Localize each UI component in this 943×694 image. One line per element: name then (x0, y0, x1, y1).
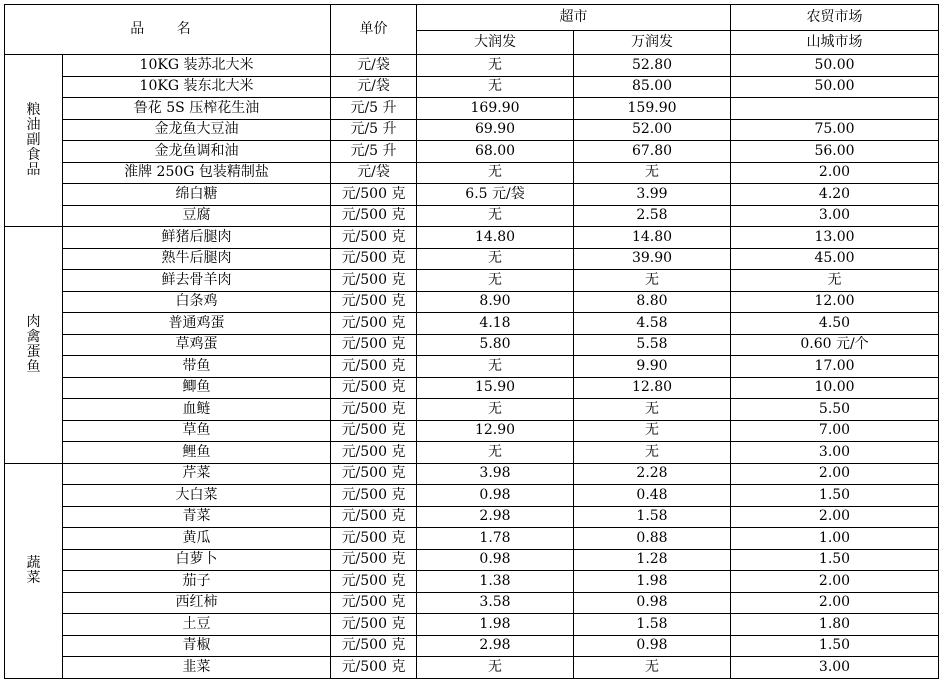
price-darunfa-cell: 4.18 (417, 313, 574, 335)
unit-cell: 元/500 克 (331, 356, 417, 378)
price-darunfa-cell: 6.5 元/袋 (417, 184, 574, 206)
table-row (5, 399, 939, 421)
price-wanrunfa-cell: 无 (574, 420, 731, 442)
table-row (5, 420, 939, 442)
price-darunfa-cell: 无 (417, 162, 574, 184)
price-shancheng-cell: 1.50 (731, 485, 939, 507)
price-darunfa-cell: 14.80 (417, 227, 574, 249)
price-shancheng-cell: 2.00 (731, 162, 939, 184)
item-name-cell: 鲜去骨羊肉 (63, 270, 331, 292)
price-shancheng-cell: 1.50 (731, 549, 939, 571)
price-shancheng-cell (731, 98, 939, 120)
header-farmers-market: 农贸市场 (731, 5, 939, 31)
table-row (5, 635, 939, 657)
price-darunfa-cell: 2.98 (417, 635, 574, 657)
header-name: 品 名 (5, 5, 331, 55)
price-wanrunfa-cell: 0.48 (574, 485, 731, 507)
item-name-cell: 黄瓜 (63, 528, 331, 550)
price-shancheng-cell: 50.00 (731, 55, 939, 77)
price-shancheng-cell: 4.20 (731, 184, 939, 206)
unit-cell: 元/500 克 (331, 291, 417, 313)
category-char: 蛋 (26, 343, 41, 360)
price-darunfa-cell: 2.98 (417, 506, 574, 528)
item-name-cell: 西红柿 (63, 592, 331, 614)
price-shancheng-cell: 1.50 (731, 635, 939, 657)
price-wanrunfa-cell: 1.58 (574, 506, 731, 528)
price-darunfa-cell: 5.80 (417, 334, 574, 356)
price-darunfa-cell: 68.00 (417, 141, 574, 163)
unit-cell: 元/5 升 (331, 141, 417, 163)
price-wanrunfa-cell: 1.98 (574, 571, 731, 593)
price-shancheng-cell: 7.00 (731, 420, 939, 442)
table-row (5, 592, 939, 614)
unit-cell: 元/500 克 (331, 657, 417, 679)
price-wanrunfa-cell: 无 (574, 399, 731, 421)
unit-cell: 元/500 克 (331, 399, 417, 421)
price-darunfa-cell: 无 (417, 399, 574, 421)
price-wanrunfa-cell: 9.90 (574, 356, 731, 378)
price-wanrunfa-cell: 67.80 (574, 141, 731, 163)
table-row (5, 270, 939, 292)
table-row (5, 356, 939, 378)
price-wanrunfa-cell: 52.00 (574, 119, 731, 141)
item-name-cell: 金龙鱼调和油 (63, 141, 331, 163)
item-name-cell: 韭菜 (63, 657, 331, 679)
unit-cell: 元/500 克 (331, 184, 417, 206)
item-name-cell: 茄子 (63, 571, 331, 593)
unit-cell: 元/500 克 (331, 248, 417, 270)
category-char: 肉 (26, 313, 41, 330)
category-char: 油 (26, 117, 41, 133)
header-unit-price: 单价 (331, 5, 417, 55)
price-shancheng-cell: 12.00 (731, 291, 939, 313)
table-row (5, 184, 939, 206)
item-name-cell: 草鱼 (63, 420, 331, 442)
price-shancheng-cell: 75.00 (731, 119, 939, 141)
item-name-cell: 芹菜 (63, 463, 331, 485)
unit-cell: 元/500 克 (331, 614, 417, 636)
price-darunfa-cell: 1.38 (417, 571, 574, 593)
category-char: 品 (26, 162, 41, 178)
price-shancheng-cell: 2.00 (731, 506, 939, 528)
price-wanrunfa-cell: 无 (574, 162, 731, 184)
table-row (5, 227, 939, 249)
price-wanrunfa-cell: 159.90 (574, 98, 731, 120)
price-wanrunfa-cell: 14.80 (574, 227, 731, 249)
unit-cell: 元/5 升 (331, 119, 417, 141)
price-wanrunfa-cell: 0.98 (574, 592, 731, 614)
price-shancheng-cell: 无 (731, 270, 939, 292)
unit-cell: 元/500 克 (331, 270, 417, 292)
table-row (5, 313, 939, 335)
item-name-cell: 草鸡蛋 (63, 334, 331, 356)
table-row (5, 506, 939, 528)
price-shancheng-cell: 3.00 (731, 442, 939, 464)
table-row (5, 162, 939, 184)
unit-cell: 元/500 克 (331, 420, 417, 442)
category-char: 菜 (26, 569, 41, 586)
item-name-cell: 熟牛后腿肉 (63, 248, 331, 270)
item-name-cell: 10KG 装东北大米 (63, 76, 331, 98)
price-darunfa-cell: 169.90 (417, 98, 574, 120)
price-wanrunfa-cell: 12.80 (574, 377, 731, 399)
item-name-cell: 带鱼 (63, 356, 331, 378)
price-darunfa-cell: 无 (417, 270, 574, 292)
price-shancheng-cell: 17.00 (731, 356, 939, 378)
item-name-cell: 绵白糖 (63, 184, 331, 206)
price-shancheng-cell: 56.00 (731, 141, 939, 163)
price-shancheng-cell: 1.80 (731, 614, 939, 636)
price-wanrunfa-cell: 1.28 (574, 549, 731, 571)
price-darunfa-cell: 无 (417, 55, 574, 77)
price-wanrunfa-cell: 5.58 (574, 334, 731, 356)
price-shancheng-cell: 3.00 (731, 657, 939, 679)
table-row (5, 549, 939, 571)
item-name-cell: 淮牌 250G 包装精制盐 (63, 162, 331, 184)
price-shancheng-cell: 4.50 (731, 313, 939, 335)
item-name-cell: 豆腐 (63, 205, 331, 227)
unit-cell: 元/500 克 (331, 377, 417, 399)
unit-cell: 元/500 克 (331, 485, 417, 507)
category-char: 食 (26, 147, 41, 163)
price-darunfa-cell: 8.90 (417, 291, 574, 313)
price-wanrunfa-cell: 0.98 (574, 635, 731, 657)
price-darunfa-cell: 3.98 (417, 463, 574, 485)
item-name-cell: 青椒 (63, 635, 331, 657)
price-wanrunfa-cell: 无 (574, 270, 731, 292)
table-row (5, 571, 939, 593)
price-darunfa-cell: 无 (417, 205, 574, 227)
header-supermarket: 超市 (417, 5, 731, 31)
price-shancheng-cell: 1.00 (731, 528, 939, 550)
unit-cell: 元/500 克 (331, 528, 417, 550)
price-wanrunfa-cell: 39.90 (574, 248, 731, 270)
price-wanrunfa-cell: 2.58 (574, 205, 731, 227)
price-wanrunfa-cell: 52.80 (574, 55, 731, 77)
table-row (5, 485, 939, 507)
header-store-shancheng: 山城市场 (731, 31, 939, 55)
table-row (5, 248, 939, 270)
item-name-cell: 白萝卜 (63, 549, 331, 571)
unit-cell: 元/袋 (331, 55, 417, 77)
table-row (5, 98, 939, 120)
price-wanrunfa-cell: 2.28 (574, 463, 731, 485)
price-shancheng-cell: 0.60 元/个 (731, 334, 939, 356)
price-darunfa-cell: 3.58 (417, 592, 574, 614)
price-darunfa-cell: 69.90 (417, 119, 574, 141)
item-name-cell: 10KG 装苏北大米 (63, 55, 331, 77)
unit-cell: 元/500 克 (331, 635, 417, 657)
table-row (5, 614, 939, 636)
price-shancheng-cell: 3.00 (731, 205, 939, 227)
price-shancheng-cell: 10.00 (731, 377, 939, 399)
unit-cell: 元/500 克 (331, 592, 417, 614)
price-wanrunfa-cell: 3.99 (574, 184, 731, 206)
table-row (5, 205, 939, 227)
price-darunfa-cell: 15.90 (417, 377, 574, 399)
item-name-cell: 鲫鱼 (63, 377, 331, 399)
price-darunfa-cell: 1.78 (417, 528, 574, 550)
item-name-cell: 金龙鱼大豆油 (63, 119, 331, 141)
unit-cell: 元/500 克 (331, 227, 417, 249)
unit-cell: 元/500 克 (331, 205, 417, 227)
price-wanrunfa-cell: 无 (574, 657, 731, 679)
table-row (5, 119, 939, 141)
header-store-wanrunfa: 万润发 (574, 31, 731, 55)
item-name-cell: 白条鸡 (63, 291, 331, 313)
item-name-cell: 鲜猪后腿肉 (63, 227, 331, 249)
category-char: 鱼 (26, 358, 41, 375)
price-darunfa-cell: 无 (417, 248, 574, 270)
table-row (5, 141, 939, 163)
price-wanrunfa-cell: 8.80 (574, 291, 731, 313)
price-wanrunfa-cell: 0.88 (574, 528, 731, 550)
price-darunfa-cell: 无 (417, 76, 574, 98)
table-row (5, 334, 939, 356)
unit-cell: 元/500 克 (331, 313, 417, 335)
category-char: 粮 (26, 102, 41, 118)
category-cell (5, 463, 63, 678)
table-row (5, 657, 939, 679)
table-row (5, 76, 939, 98)
price-table (4, 4, 939, 679)
unit-cell: 元/500 克 (331, 506, 417, 528)
table-row (5, 377, 939, 399)
item-name-cell: 土豆 (63, 614, 331, 636)
header-store-darunfa: 大润发 (417, 31, 574, 55)
unit-cell: 元/500 克 (331, 571, 417, 593)
table-body (5, 55, 939, 679)
unit-cell: 元/500 克 (331, 549, 417, 571)
price-darunfa-cell: 12.90 (417, 420, 574, 442)
category-cell (5, 55, 63, 227)
unit-cell: 元/5 升 (331, 98, 417, 120)
price-darunfa-cell: 无 (417, 356, 574, 378)
price-wanrunfa-cell: 4.58 (574, 313, 731, 335)
table-row (5, 55, 939, 77)
table-row (5, 528, 939, 550)
price-shancheng-cell: 45.00 (731, 248, 939, 270)
price-wanrunfa-cell: 1.58 (574, 614, 731, 636)
price-darunfa-cell: 无 (417, 657, 574, 679)
item-name-cell: 鲤鱼 (63, 442, 331, 464)
price-shancheng-cell: 2.00 (731, 592, 939, 614)
unit-cell: 元/500 克 (331, 442, 417, 464)
category-char: 副 (26, 132, 41, 148)
unit-cell: 元/袋 (331, 162, 417, 184)
price-darunfa-cell: 0.98 (417, 485, 574, 507)
category-cell (5, 227, 63, 464)
table-row (5, 463, 939, 485)
category-char: 禽 (26, 328, 41, 345)
price-shancheng-cell: 13.00 (731, 227, 939, 249)
item-name-cell: 血鲢 (63, 399, 331, 421)
price-darunfa-cell: 无 (417, 442, 574, 464)
category-char: 蔬 (26, 554, 41, 571)
unit-cell: 元/500 克 (331, 334, 417, 356)
item-name-cell: 青菜 (63, 506, 331, 528)
item-name-cell: 大白菜 (63, 485, 331, 507)
price-wanrunfa-cell: 85.00 (574, 76, 731, 98)
price-shancheng-cell: 5.50 (731, 399, 939, 421)
price-darunfa-cell: 0.98 (417, 549, 574, 571)
item-name-cell: 普通鸡蛋 (63, 313, 331, 335)
table-row (5, 442, 939, 464)
unit-cell: 元/500 克 (331, 463, 417, 485)
price-shancheng-cell: 50.00 (731, 76, 939, 98)
price-wanrunfa-cell: 无 (574, 442, 731, 464)
item-name-cell: 鲁花 5S 压榨花生油 (63, 98, 331, 120)
price-shancheng-cell: 2.00 (731, 571, 939, 593)
price-darunfa-cell: 1.98 (417, 614, 574, 636)
unit-cell: 元/袋 (331, 76, 417, 98)
price-shancheng-cell: 2.00 (731, 463, 939, 485)
table-row (5, 291, 939, 313)
